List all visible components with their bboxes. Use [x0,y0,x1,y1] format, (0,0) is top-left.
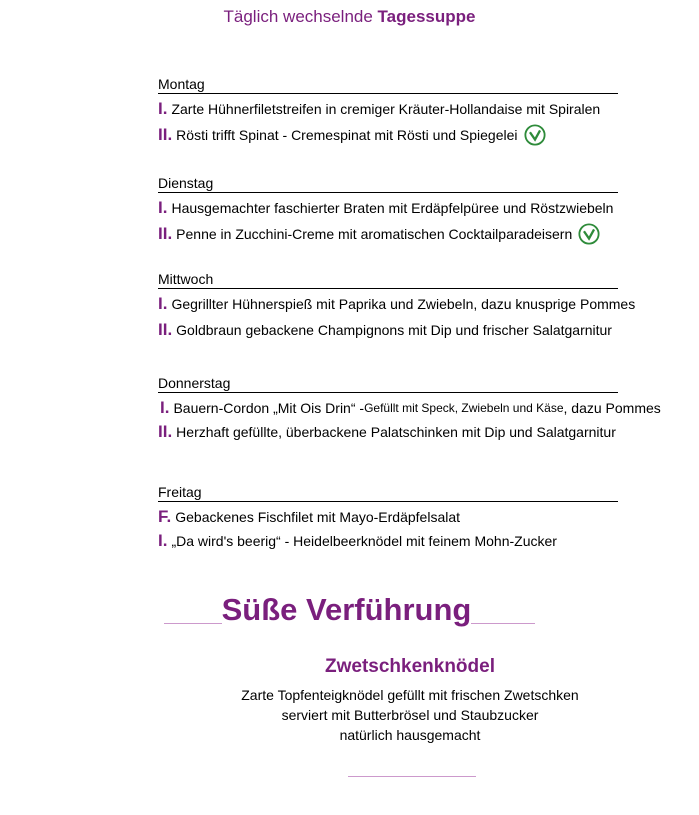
item-text-a: Bauern-Cordon „Mit Ois Drin“ - [173,400,365,416]
item-text: „Da wird's beerig“ - Heidelbeerknödel mit feinem Mohn-Zucker [171,533,557,549]
item-text: Goldbraun gebackene Champignons mit Dip und frischer Salatgarnitur [176,322,612,338]
day-heading: Dienstag [158,175,618,193]
menu-item [158,532,618,550]
dessert-heading [0,592,699,628]
dessert-dish: Zwetschkenknödel [325,656,495,677]
item-text-small: Gefüllt mit Speck, Zwiebeln und Käse [364,401,564,415]
divider [164,623,222,624]
item-number: I. [158,99,168,118]
day-heading: Mittwoch [158,271,618,289]
item-text: Penne in Zucchini-Creme mit aromatischen Cocktailparadeisern [176,226,573,242]
item-number: F. [158,507,172,526]
menu-item [158,294,636,313]
menu-item [158,199,618,217]
menu-item [158,124,618,146]
menu-item [158,423,618,441]
item-number: II. [158,422,173,441]
divider [471,623,535,624]
dessert-title: Süße Verführung [221,592,472,627]
vegetarian-icon [524,124,546,146]
vegetarian-icon [578,223,600,245]
soup-prefix: Täglich wechselnde [223,7,378,26]
day-monday [158,76,618,146]
bottom-divider [348,776,476,777]
soup-line [0,7,699,27]
day-wednesday [158,271,636,341]
item-number: I. [158,198,168,217]
day-heading: Freitag [158,484,618,502]
item-number: I. [158,531,168,550]
soup-name: Tagessuppe [377,7,476,26]
item-text: Rösti trifft Spinat - Cremespinat mit Rösti und Spiegelei [176,127,518,143]
item-number: I. [160,398,170,417]
item-number: I. [158,294,168,313]
menu-item [158,508,618,526]
item-text: Gegrillter Hühnerspieß mit Paprika und Zwiebeln, dazu knusprige Pommes [171,296,636,312]
day-friday [158,484,618,550]
day-thursday [158,375,661,441]
item-number: II. [158,125,173,144]
item-text: Hausgemachter faschierter Braten mit Erdäpfelpüree und Röstzwiebeln [171,200,614,216]
item-number: II. [158,320,173,339]
menu-item [158,223,618,245]
item-text: Herzhaft gefüllte, überbackene Palatschinken mit Dip und Salatgarnitur [176,424,616,440]
dessert-description-line: natürlich hausgemacht [339,727,481,743]
item-number: II. [158,224,173,243]
menu-item [158,100,618,118]
item-text: Zarte Hühnerfiletstreifen in cremiger Kräuter-Hollandaise mit Spiralen [171,101,601,117]
dessert-description-line: serviert mit Butterbrösel und Staubzucker [281,707,539,723]
day-heading: Montag [158,76,618,94]
item-text: Gebackenes Fischfilet mit Mayo-Erdäpfelsalat [175,509,461,525]
item-text-b: , dazu Pommes [563,400,661,416]
day-tuesday [158,175,618,245]
day-heading: Donnerstag [158,375,618,393]
dessert-description-line: Zarte Topfenteigknödel gefüllt mit frischen Zwetschken [241,687,579,703]
menu-item [160,398,661,417]
menu-item [158,319,618,341]
